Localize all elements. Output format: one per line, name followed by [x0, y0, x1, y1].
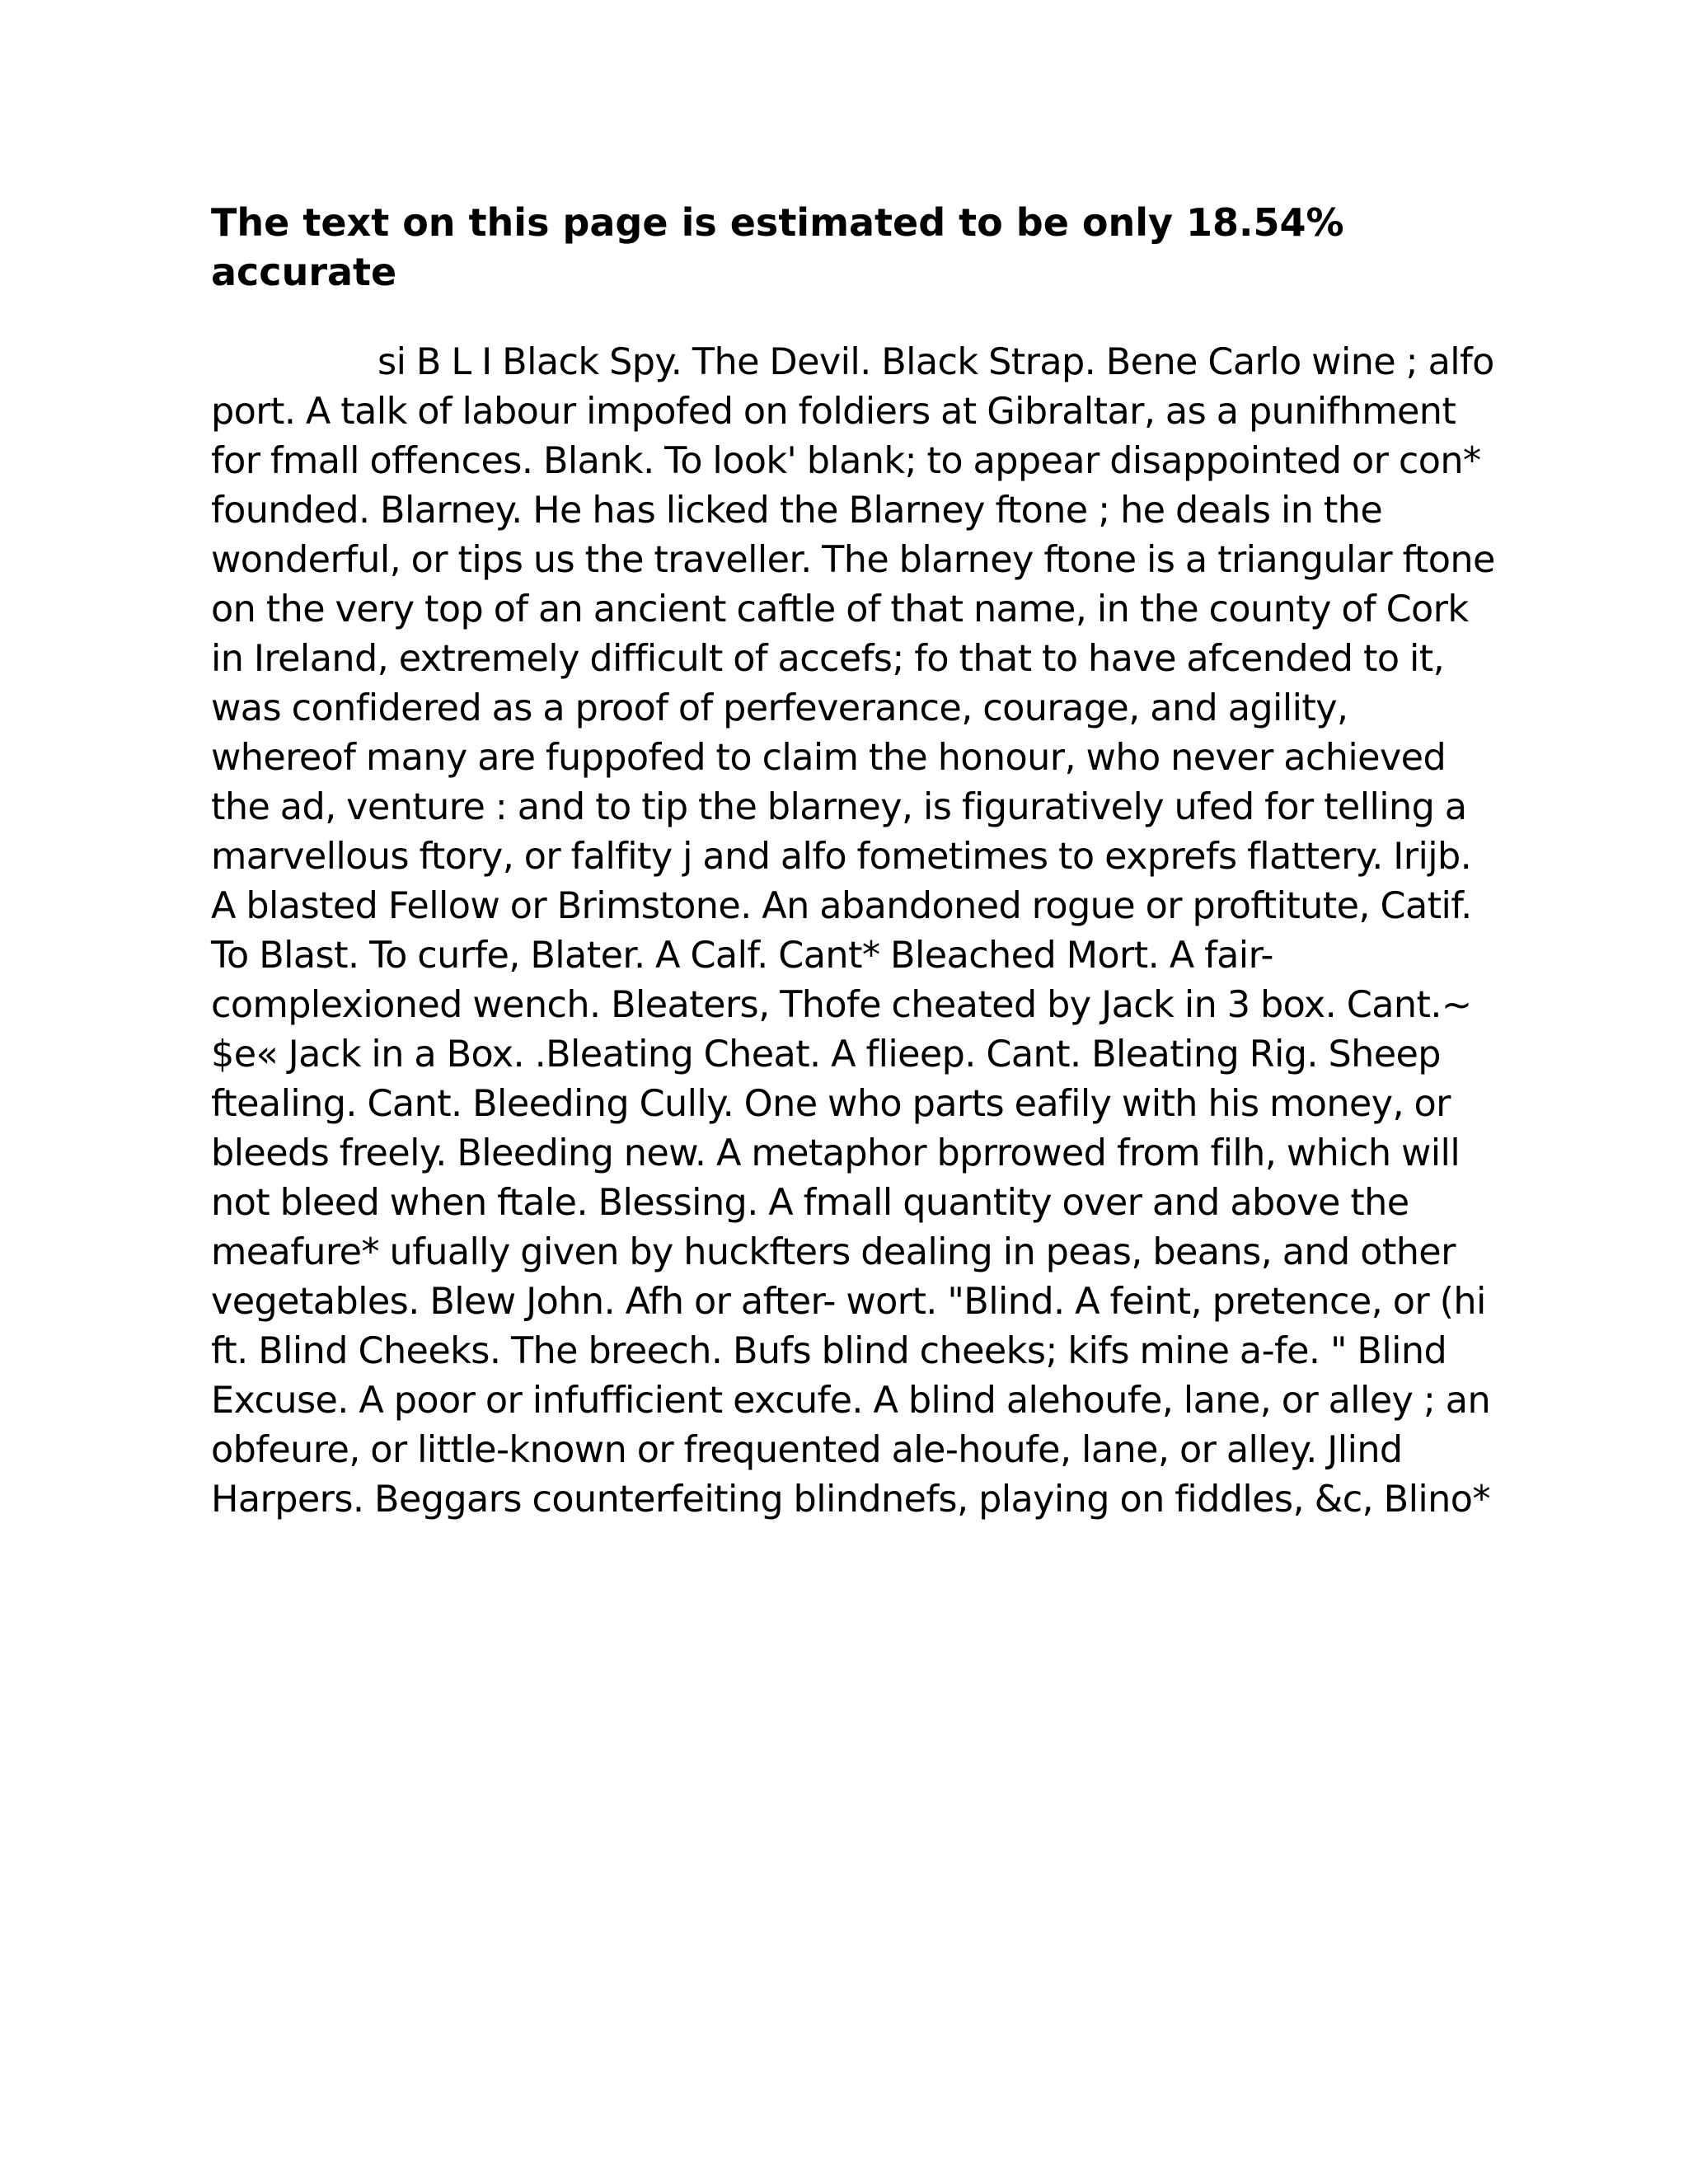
ocr-body-text: si B L I Black Spy. The Devil. Black Strap. Bene Carlo wine ; alfo port. A talk of labour impofed on foldiers at Gibraltar, as a punifhment for fmall offences. Blank. To look' blank; to appear disappointed or con* founded. Blarney. He has licked the Blarney ftone ; he deals in the wonderful, or tips us the traveller. The blarney ftone is a triangular ftone on the very top of an ancient caftle of that name, in the county of Cork in Ireland, extremely difficult of accefs; fo that to have afcended to it, was confidered as a proof of perfeverance, courage, and agility, whereof many are fuppofed to claim the honour, who never achieved the ad, venture : and to tip the blarney, is figuratively ufed for telling a marvellous ftory, or falfity j and alfo fometimes to exprefs flattery. Irijb. A blasted Fellow or Brimstone. An abandoned rogue or proftitute, Catif. To Blast. To curfe, Blater. A Calf. Cant* Bleached Mort. A fair-complexioned wench. Bleaters, Thofe cheated by Jack in 3 box. Cant.~ $e« Jack in a Box. .Bleating Cheat. A flieep. Cant. Bleating Rig. Sheep ftealing. Cant. Bleeding Cully. One who parts eafily with his money, or bleeds freely. Bleeding new. A metaphor bprrowed from filh, which will not bleed when ftale. Blessing. A fmall quantity over and above the meafure* ufually given by huckfters dealing in peas, beans, and other vegetables. Blew John. Afh or after- wort. "Blind. A feint, pretence, or (hi ft. Blind Cheeks. The breech. Bufs blind cheeks; kifs mine a-fe. " Blind Excuse. A poor or infufficient excufe. A blind alehoufe, lane, or alley ; an obfeure, or little-known or frequented ale-houfe, lane, or alley. Jlind Harpers. Beggars counterfeiting blindnefs, playing on fiddles, &c, Blino*: [211, 341, 1495, 1521]
accuracy-heading: The text on this page is estimated to be only 18.54% accurate: [211, 200, 1344, 294]
